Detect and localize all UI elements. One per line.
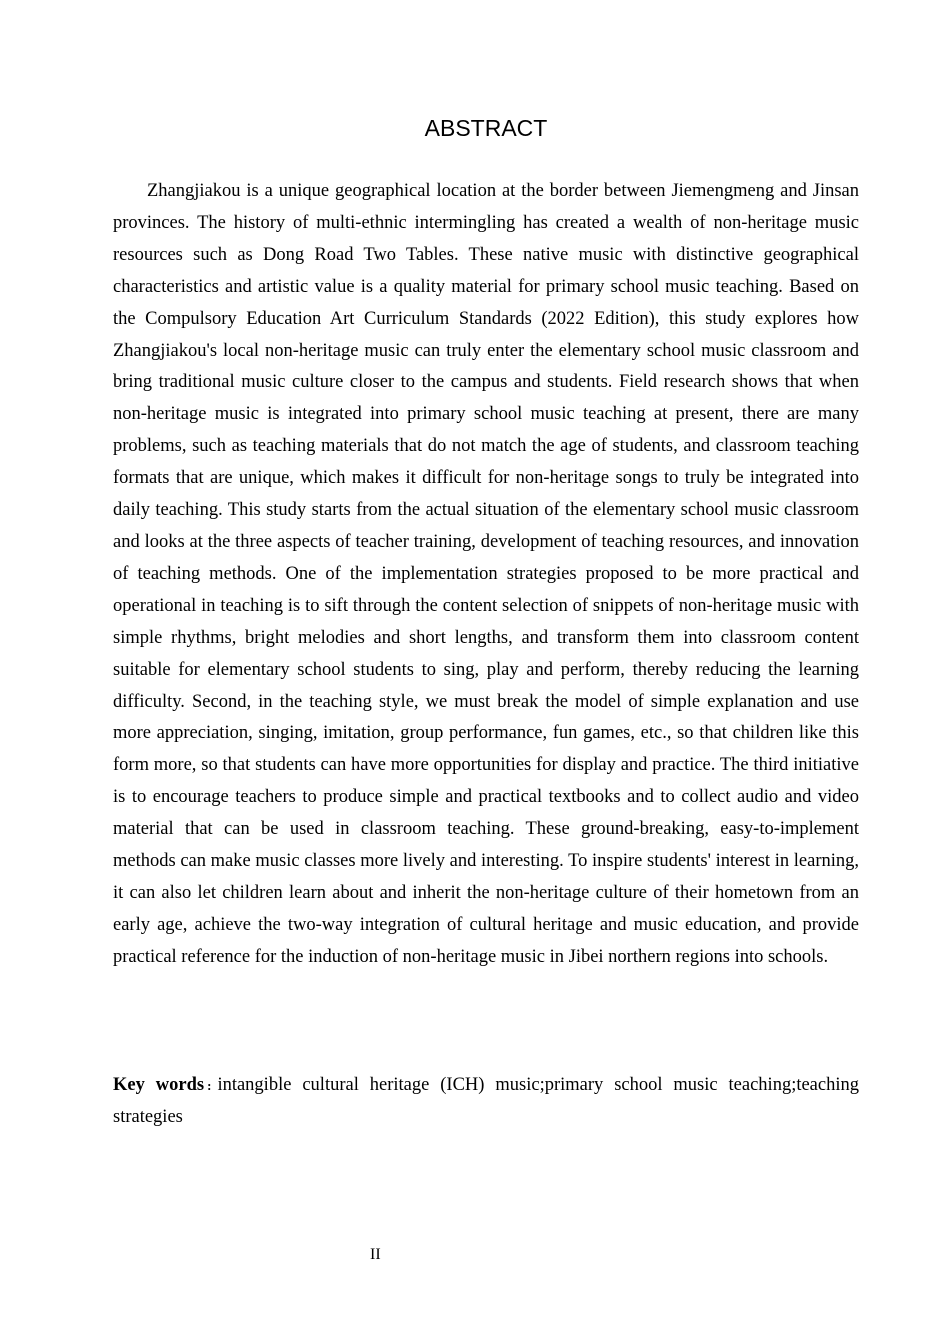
keywords-text: intangible cultural heritage (ICH) music;primary school music teaching;teaching strategies: [113, 1075, 859, 1127]
abstract-paragraph: Zhangjiakou is a unique geographical location at the border between Jiemengmeng and Jinsan provinces. The history of multi-ethnic intermingling has created a wealth of non-heritage music resources such as Dong Road Two Tables. These native music with distinctive geographical characteristics and artistic value is a quality material for primary school music teaching. Based on the Compulsory Education Art Curriculum Standards (2022 Edition), this study explores how Zhangjiakou's local non-heritage music can truly enter the elementary school music classroom and bring traditional music culture closer to the campus and students. Field research shows that when non-heritage music is integrated into primary school music teaching at present, there are many problems, such as teaching materials that do not match the age of students, and classroom teaching formats that are unique, which makes it difficult for non-heritage songs to truly be integrated into daily teaching. This study starts from the actual situation of the elementary school music classroom and looks at the three aspects of teacher training, development of teaching resources, and innovation of teaching methods. One of the implementation strategies proposed to be more practical and operational in teaching is to sift through the content selection of snippets of non-heritage music with simple rhythms, bright melodies and short lengths, and transform them into classroom content suitable for elementary school students to sing, play and perform, thereby reducing the learning difficulty. Second, in the teaching style, we must break the model of simple explanation and use more appreciation, singing, imitation, group performance, fun games, etc., so that children like this form more, so that students can have more opportunities for display and practice. The third initiative is to encourage teachers to produce simple and practical textbooks and to collect audio and video material that can be used in classroom teaching. These ground-breaking, easy-to-implement methods can make music classes more lively and interesting. To inspire students' interest in learning, it can also let children learn about and inherit the non-heritage culture of their hometown from an early age, achieve the two-way integration of cultural heritage and music education, and provide practical reference for the induction of non-heritage music in Jibei northern regions into schools.: [113, 181, 859, 967]
page-number: II: [370, 1246, 381, 1263]
abstract-title: ABSTRACT: [424, 115, 548, 141]
keywords-separator: :: [207, 1078, 212, 1093]
keywords-paragraph: [113, 1070, 859, 1134]
keywords-label: Key words: [113, 1075, 205, 1095]
